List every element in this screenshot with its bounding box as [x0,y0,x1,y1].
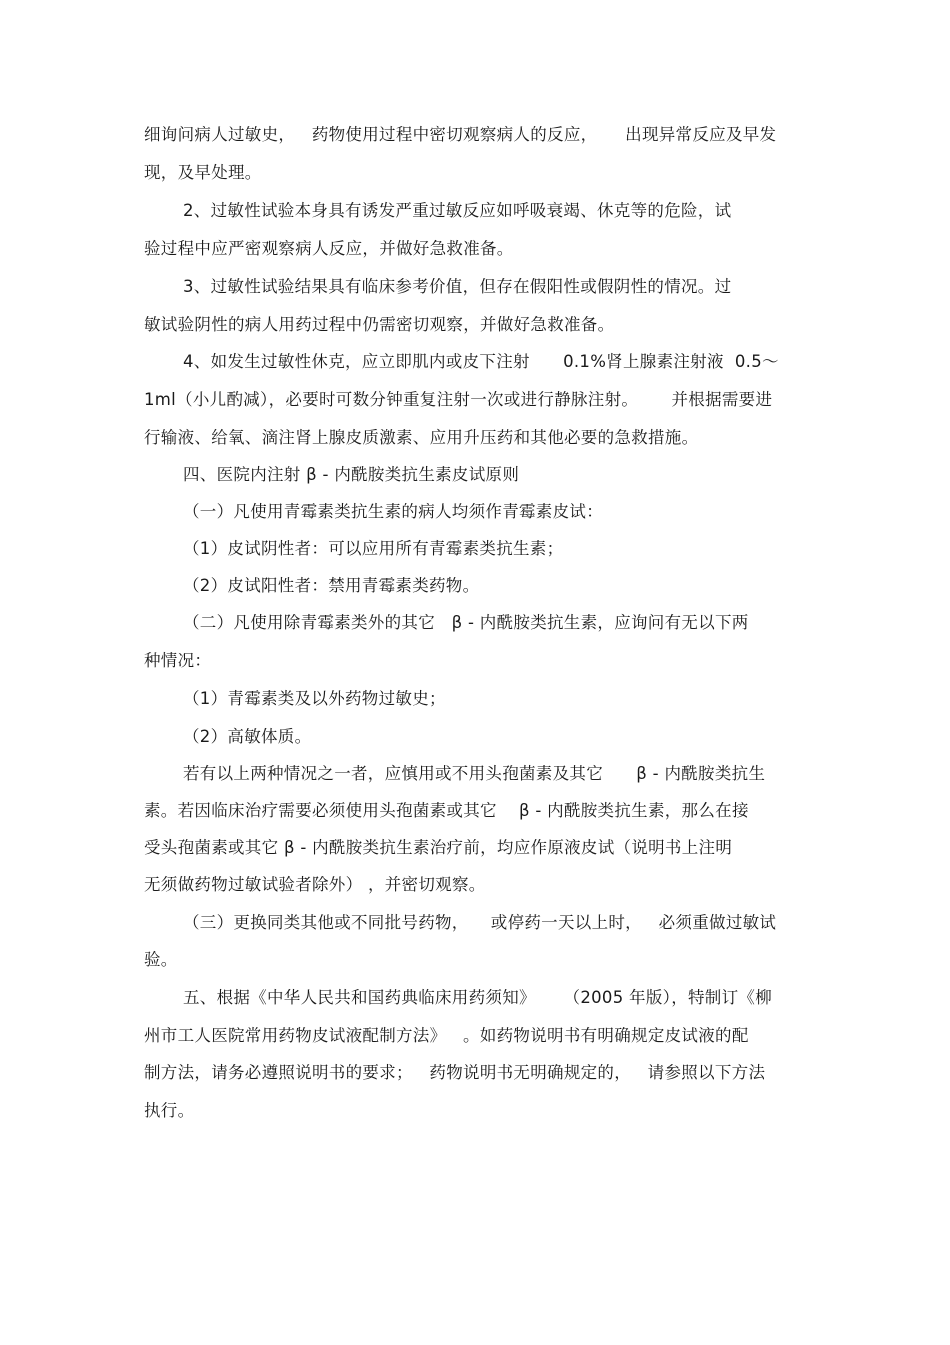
list-item: （2）高敏体质。 [183,727,312,746]
section-heading: 五、根据《中华人民共和国药典临床用药须知》 （2005 年版），特制订《柳 [183,988,773,1007]
list-item: （1）皮试阴性者：可以应用所有青霉素类抗生素； [183,539,564,558]
text-line: （一）凡使用青霉素类抗生素的病人均须作青霉素皮试： [183,502,603,521]
text-line: 州市工人医院常用药物皮试液配制方法》 。如药物说明书有明确规定皮试液的配 [144,1026,749,1045]
text-line: 2、过敏性试验本身具有诱发严重过敏反应如呼吸衰竭、休克等的危险，试 [183,201,732,220]
text-line: 执行。 [144,1101,195,1120]
text-line: 制方法，请务必遵照说明书的要求； 药物说明书无明确规定的， 请参照以下方法 [144,1063,766,1082]
text-line: 行输液、给氧、滴注肾上腺皮质激素、应用升压药和其他必要的急救措施。 [144,428,699,447]
text-line: 细询问病人过敏史， 药物使用过程中密切观察病人的反应， 出现异常反应及早发 [144,125,777,144]
text-line: 现，及早处理。 [144,163,262,182]
text-line: 1ml（小儿酌减），必要时可数分钟重复注射一次或进行静脉注射。 并根据需要进 [144,390,773,409]
text-line: 3、过敏性试验结果具有临床参考价值，但存在假阳性或假阴性的情况。过 [183,277,732,296]
text-line: （二）凡使用除青霉素类外的其它 β - 内酰胺类抗生素，应询问有无以下两 [183,613,749,632]
section-heading: 四、医院内注射 β - 内酰胺类抗生素皮试原则 [183,465,520,484]
text-line: 无须做药物过敏试验者除外） ，并密切观察。 [144,875,486,894]
text-line: 4、如发生过敏性休克，应立即肌内或皮下注射 0.1%肾上腺素注射液 0.5～ [183,352,779,371]
text-line: 敏试验阴性的病人用药过程中仍需密切观察，并做好急救准备。 [144,315,615,334]
text-line: 素。若因临床治疗需要必须使用头孢菌素或其它 β - 内酰胺类抗生素，那么在接 [144,801,749,820]
text-line: 验过程中应严密观察病人反应，并做好急救准备。 [144,239,514,258]
list-item: （2）皮试阳性者：禁用青霉素类药物。 [183,576,480,595]
text-line: （三）更换同类其他或不同批号药物， 或停药一天以上时， 必须重做过敏试 [183,913,777,932]
list-item: （1）青霉素类及以外药物过敏史； [183,689,446,708]
text-line: 受头孢菌素或其它 β - 内酰胺类抗生素治疗前，均应作原液皮试（说明书上注明 [144,838,733,857]
text-line: 种情况： [144,651,212,670]
text-line: 验。 [144,950,178,969]
text-line: 若有以上两种情况之一者，应慎用或不用头孢菌素及其它 β - 内酰胺类抗生 [183,764,766,783]
